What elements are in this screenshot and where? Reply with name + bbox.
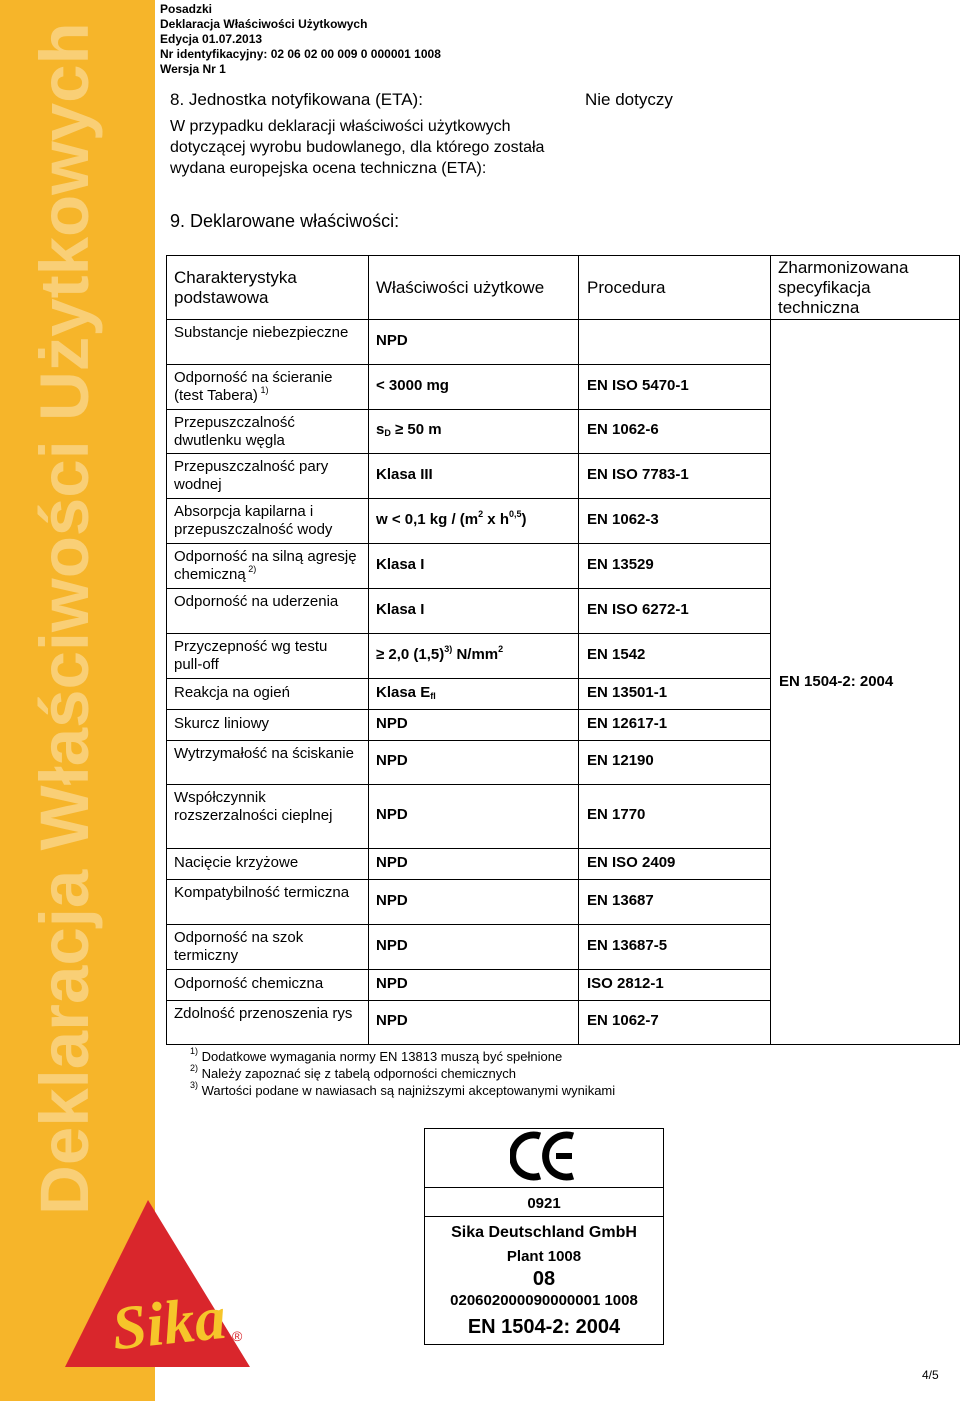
row-procedure: EN ISO 2409: [587, 853, 676, 871]
row-performance: [376, 1012, 408, 1030]
row-characteristic: [174, 324, 359, 342]
row-characteristic: [174, 975, 359, 993]
row-performance: [376, 975, 408, 993]
row-performance: [376, 643, 504, 664]
row-characteristic-text: Przyczepność wg testu pull-off: [174, 638, 328, 673]
row-characteristic: [174, 548, 359, 584]
header-id-number: Nr identyfikacyjny: 02 06 02 00 009 0 000001 1008: [160, 47, 441, 61]
value-sup1: 3): [444, 643, 453, 654]
row-procedure: EN 12617-1: [587, 714, 668, 732]
ce-divider-2: [424, 1216, 664, 1217]
row-characteristic-text: Wytrzymałość na ściskanie: [174, 745, 354, 762]
row-characteristic: [174, 458, 359, 494]
value-main: Klasa E: [376, 683, 431, 701]
ce-company: Sika Deutschland GmbH: [451, 1224, 637, 1241]
row-performance: [376, 752, 408, 770]
ce-divider: [424, 1187, 664, 1188]
value-main: ≥ 2,0 (1,5): [376, 645, 445, 663]
value-main: NPD: [376, 714, 408, 732]
row-characteristic: [174, 745, 359, 763]
ce-id-number: 020602000090000001 1008: [450, 1292, 638, 1309]
row-characteristic-text: Przepuszczalność dwutlenku węgla: [174, 414, 295, 449]
row-characteristic-text: Przepuszczalność pary wodnej: [174, 458, 329, 493]
row-characteristic: [174, 789, 359, 825]
row-characteristic-text: Absorpcja kapilarna i przepuszczalność wody: [174, 503, 333, 538]
row-procedure: EN 1542: [587, 645, 646, 663]
header-performance: Właściwości użytkowe: [376, 278, 545, 297]
row-characteristic: [174, 414, 359, 450]
svg-text:®: ®: [232, 1328, 243, 1344]
ce-year: 08: [532, 1268, 556, 1290]
footnote-mark: 2): [190, 1063, 199, 1073]
row-characteristic-text: Zdolność przenoszenia rys: [174, 1005, 353, 1022]
row-characteristic: [174, 593, 359, 611]
row-performance: [376, 892, 408, 910]
value-sup1: 2: [478, 508, 484, 519]
header-doc-title: Deklaracja Właściwości Użytkowych: [160, 17, 368, 31]
row-performance: [376, 332, 408, 350]
section8-value: Nie dotyczy: [585, 90, 673, 109]
value-main: NPD: [376, 853, 408, 871]
row-characteristic-text: Nacięcie krzyżowe: [174, 854, 299, 871]
row-performance: [376, 466, 433, 484]
row-performance: [376, 715, 408, 733]
row-characteristic-text: Odporność na ścieranie (test Tabera): [174, 369, 333, 404]
header-characteristic: Charakterystyka podstawowa: [174, 268, 297, 307]
value-end: ): [521, 510, 527, 528]
row-characteristic-text: Skurcz liniowy: [174, 715, 270, 732]
footnote-text: Wartości podane w nawiasach są najniższymi akceptowanymi wynikami: [198, 1083, 616, 1098]
row-performance: [376, 421, 442, 439]
header-procedure: Procedura: [587, 278, 666, 297]
row-procedure: EN ISO 5470-1: [587, 376, 689, 394]
row-procedure: EN 1062-7: [587, 1012, 659, 1029]
value-main: NPD: [376, 1012, 408, 1029]
value-sub: fl: [430, 690, 436, 701]
table-cell-procedure: [578, 319, 771, 365]
row-characteristic: [174, 684, 359, 702]
footnote: [190, 1080, 616, 1098]
row-characteristic-text: Odporność na szok termiczny: [174, 929, 304, 964]
row-procedure: EN 1770: [587, 806, 646, 823]
row-procedure: EN 13687: [587, 891, 654, 909]
ce-mark-icon: [510, 1130, 580, 1182]
value-main: NPD: [376, 806, 408, 823]
row-performance: [376, 556, 424, 574]
row-characteristic-sup: 1): [257, 385, 269, 395]
row-performance: [376, 806, 408, 824]
sika-logo: [60, 1195, 260, 1375]
value-main: NPD: [376, 752, 408, 769]
sidebar-vertical-title: Deklaracja Właściwości Użytkowych: [26, 22, 103, 1215]
row-procedure: EN 13501-1: [587, 683, 668, 701]
section8-description: W przypadku deklaracji właściwości użytkowych dotyczącej wyrobu budowlanego, dla którego została wydana europejska ocena techniczna (ETA):: [170, 118, 545, 177]
section8-title: 8. Jednostka notyfikowana (ETA):: [170, 90, 423, 109]
footnote-mark: 3): [190, 1080, 199, 1090]
header-version: Wersja Nr 1: [160, 62, 226, 76]
row-characteristic: [174, 884, 359, 902]
footnote-mark: 1): [190, 1046, 199, 1056]
value-main: Klasa I: [376, 600, 425, 618]
header-specification: Zharmonizowana specyfikacja techniczna: [778, 258, 909, 317]
ce-plant: Plant 1008: [506, 1248, 582, 1265]
row-procedure: EN 12190: [587, 752, 654, 769]
footnote: [190, 1046, 563, 1064]
row-performance: [376, 508, 527, 529]
value-main: Klasa I: [376, 555, 425, 573]
row-characteristic: [174, 854, 359, 872]
row-characteristic-text: Odporność na silną agresję chemiczną: [174, 548, 357, 583]
row-characteristic: [174, 715, 359, 733]
ce-standard: EN 1504-2: 2004: [467, 1316, 621, 1338]
row-characteristic-text: Współczynnik rozszerzalności cieplnej: [174, 789, 333, 824]
sidebar: [0, 0, 155, 1401]
row-procedure: ISO 2812-1: [587, 974, 664, 992]
value-main: NPD: [376, 891, 408, 909]
value-main: Klasa III: [376, 465, 433, 483]
row-performance: [376, 377, 449, 395]
footnote-text: Należy zapoznać się z tabelą odporności chemicznych: [198, 1066, 516, 1081]
row-characteristic-sup: 2): [245, 564, 257, 574]
value-sub: D: [384, 428, 391, 438]
row-characteristic-text: Kompatybilność termiczna: [174, 884, 350, 901]
section9-title: 9. Deklarowane właściwości:: [170, 211, 400, 231]
row-performance: [376, 684, 436, 702]
value-sup2: 2: [498, 643, 504, 654]
row-characteristic-text: Reakcja na ogień: [174, 684, 290, 701]
row-characteristic: [174, 929, 359, 965]
row-characteristic: [174, 1005, 359, 1023]
value-mid: N/mm: [452, 645, 499, 663]
row-characteristic-text: Odporność chemiczna: [174, 975, 324, 992]
value-main: < 3000 mg: [376, 376, 449, 394]
spec-value: EN 1504-2: 2004: [779, 673, 894, 690]
row-characteristic-text: Odporność na uderzenia: [174, 593, 339, 610]
row-characteristic: [174, 503, 359, 539]
value-main: NPD: [376, 936, 408, 954]
value-main: NPD: [376, 974, 408, 992]
row-procedure: EN ISO 6272-1: [587, 600, 689, 618]
footnote-text: Dodatkowe wymagania normy EN 13813 muszą być spełnione: [198, 1049, 563, 1064]
footnote: [190, 1063, 516, 1081]
row-procedure: EN 13687-5: [587, 936, 668, 954]
row-procedure: EN 13529: [587, 555, 654, 573]
row-characteristic-text: Substancje niebezpieczne: [174, 324, 349, 341]
value-sup2: 0,5: [508, 508, 522, 519]
svg-text:Sika: Sika: [108, 1283, 229, 1364]
row-characteristic: [174, 369, 359, 405]
row-procedure: EN 1062-3: [587, 510, 659, 528]
row-characteristic: [174, 638, 359, 674]
row-performance: [376, 937, 408, 955]
header-edition: Edycja 01.07.2013: [160, 32, 263, 46]
row-performance: [376, 854, 408, 872]
ce-notified-body: 0921: [527, 1195, 561, 1212]
row-procedure: EN 1062-6: [587, 421, 659, 438]
header-category: Posadzki: [160, 2, 213, 16]
value-prefix: s: [376, 421, 385, 438]
value-main: NPD: [376, 331, 408, 349]
document-header: [160, 2, 441, 77]
row-procedure: EN ISO 7783-1: [587, 465, 689, 483]
value-main: w < 0,1 kg / (m: [376, 510, 479, 528]
value-main: ≥ 50 m: [395, 421, 442, 438]
page-number: 4/5: [922, 1368, 939, 1382]
row-performance: [376, 601, 424, 619]
value-mid: x h: [483, 510, 509, 528]
